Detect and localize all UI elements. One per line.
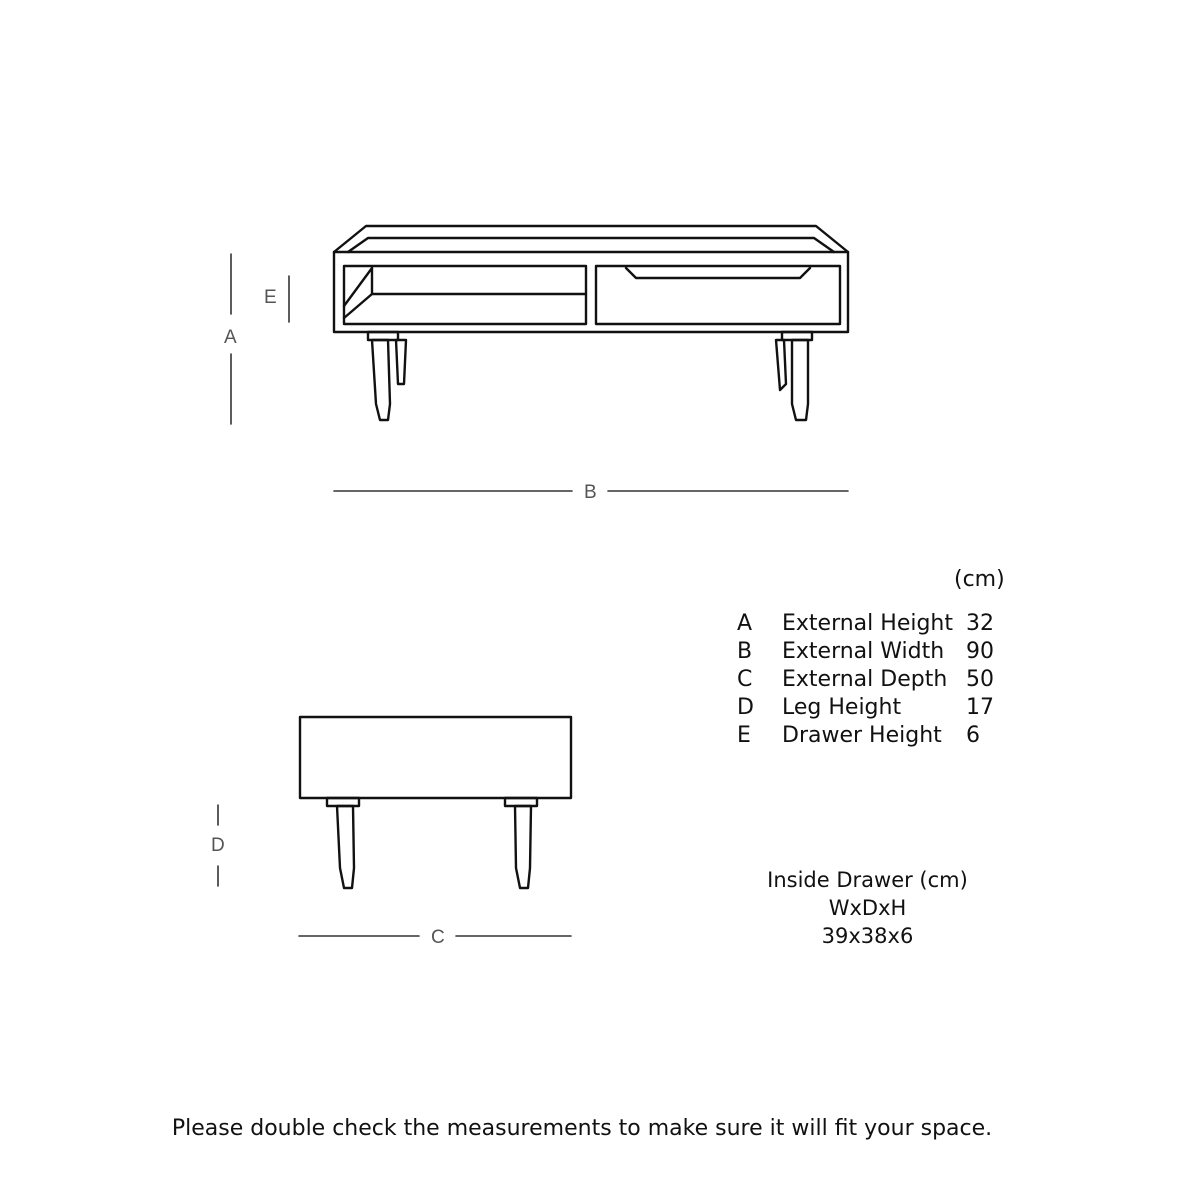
spec-key: D	[737, 695, 754, 720]
inside-drawer-format: WxDxH	[828, 896, 907, 920]
inside-drawer-title: Inside Drawer (cm)	[767, 868, 968, 892]
front-view	[334, 226, 848, 420]
spec-key: A	[737, 611, 753, 636]
spec-name: External Width	[782, 639, 945, 664]
shelf-inner-back	[344, 268, 586, 318]
dimension-label-b: B	[584, 482, 597, 503]
spec-key: E	[737, 723, 751, 748]
footer-note: Please double check the measurements to make sure it will fit your space.	[171, 1116, 993, 1141]
table-body	[334, 252, 848, 332]
dimension-label-c: C	[431, 927, 445, 948]
table-top-inner-rim	[348, 238, 834, 252]
spec-value: 50	[966, 667, 994, 692]
dimension-label-d: D	[211, 835, 225, 856]
spec-value: 17	[966, 695, 994, 720]
unit-label: (cm)	[954, 567, 1005, 592]
dimension-label-e: E	[264, 287, 277, 308]
spec-name: Leg Height	[782, 695, 902, 720]
spec-value: 6	[966, 723, 980, 748]
inside-drawer-value: 39x38x6	[821, 924, 914, 948]
spec-key: B	[737, 639, 753, 664]
dimension-lines-side	[218, 805, 571, 936]
legs-front-view	[368, 332, 812, 420]
spec-name: External Depth	[782, 667, 948, 692]
side-body	[300, 717, 571, 798]
legs-side-view	[327, 798, 537, 888]
side-view	[300, 717, 571, 888]
dimension-lines-front	[231, 254, 848, 491]
spec-value: 90	[966, 639, 994, 664]
spec-table	[737, 611, 1037, 751]
dimension-label-a: A	[224, 327, 237, 348]
spec-key: C	[737, 667, 753, 692]
spec-value: 32	[966, 611, 994, 636]
spec-name: Drawer Height	[782, 723, 942, 748]
drawer-handle	[626, 268, 810, 278]
spec-name: External Height	[782, 611, 953, 636]
inside-drawer-info	[700, 866, 1035, 950]
